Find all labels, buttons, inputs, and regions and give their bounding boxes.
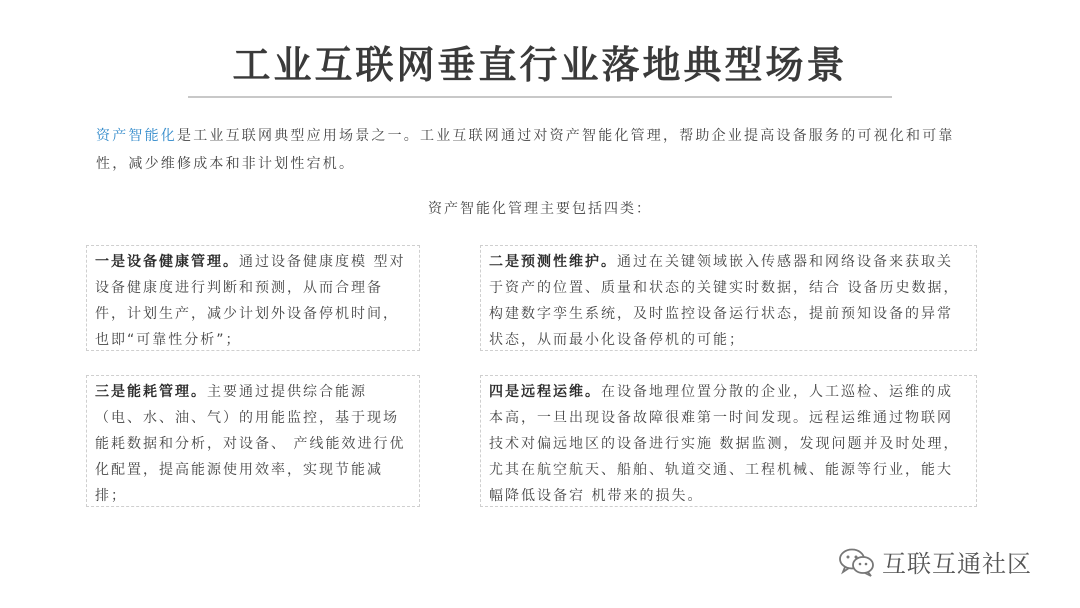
wechat-icon	[838, 547, 876, 577]
card-energy-management	[86, 375, 420, 507]
title-divider	[188, 96, 892, 98]
watermark-text: 互联互通社区	[882, 550, 1032, 578]
card-text: 主要通过提供综合能源（电、水、油、气）的用能监控，基于现场能耗数据和分析，对设备、 产线能效进行优化配置，提高能源使用效率，实现节能减排；	[95, 384, 406, 504]
card-text: 通过在关键领域嵌入传感器和网络设备来获取关于资产的位置、质量和状态的关键实时数据，结合 设备历史数据，构建数字孪生系统，及时监控设备运行状态，提前预知设备的异常状态，从而最小化设备停机的可能；	[489, 254, 960, 348]
card-remote-operations	[480, 375, 977, 507]
intro-paragraph	[96, 122, 966, 178]
card-predictive-maintenance	[480, 245, 977, 351]
card-equipment-health	[86, 245, 420, 351]
card-lead: 一是设备健康管理。	[95, 254, 239, 270]
watermark	[838, 544, 1032, 579]
card-text: 通过设备健康度模 型对设备健康度进行判断和预测，从而合理备件，计划生产，减少计划外设备停机时间，也即“可靠性分析”；	[95, 254, 406, 348]
page-title: 工业互联网垂直行业落地典型场景	[232, 43, 848, 87]
card-lead: 四是远程运维。	[489, 384, 601, 400]
intro-text: 是工业互联网典型应用场景之一。工业互联网通过对资产智能化管理，帮助企业提高设备服务的可视化和可靠性，减少维修成本和非计划性宕机。	[96, 128, 955, 172]
card-lead: 二是预测性维护。	[489, 254, 617, 270]
intro-highlight: 资产智能化	[96, 128, 177, 144]
section-subheading: 资产智能化管理主要包括四类：	[428, 201, 652, 217]
card-text: 在设备地理位置分散的企业，人工巡检、运维的成本高，一旦出现设备故障很难第一时间发现。远程运维通过物联网技术对偏远地区的设备进行实施 数据监测，发现问题并及时处理，尤其在航空航天、船舶、轨道交通、工程机械、能源等行业，能大幅降低设备宕 机带来的损失。	[489, 384, 960, 504]
card-lead: 三是能耗管理。	[95, 384, 207, 400]
